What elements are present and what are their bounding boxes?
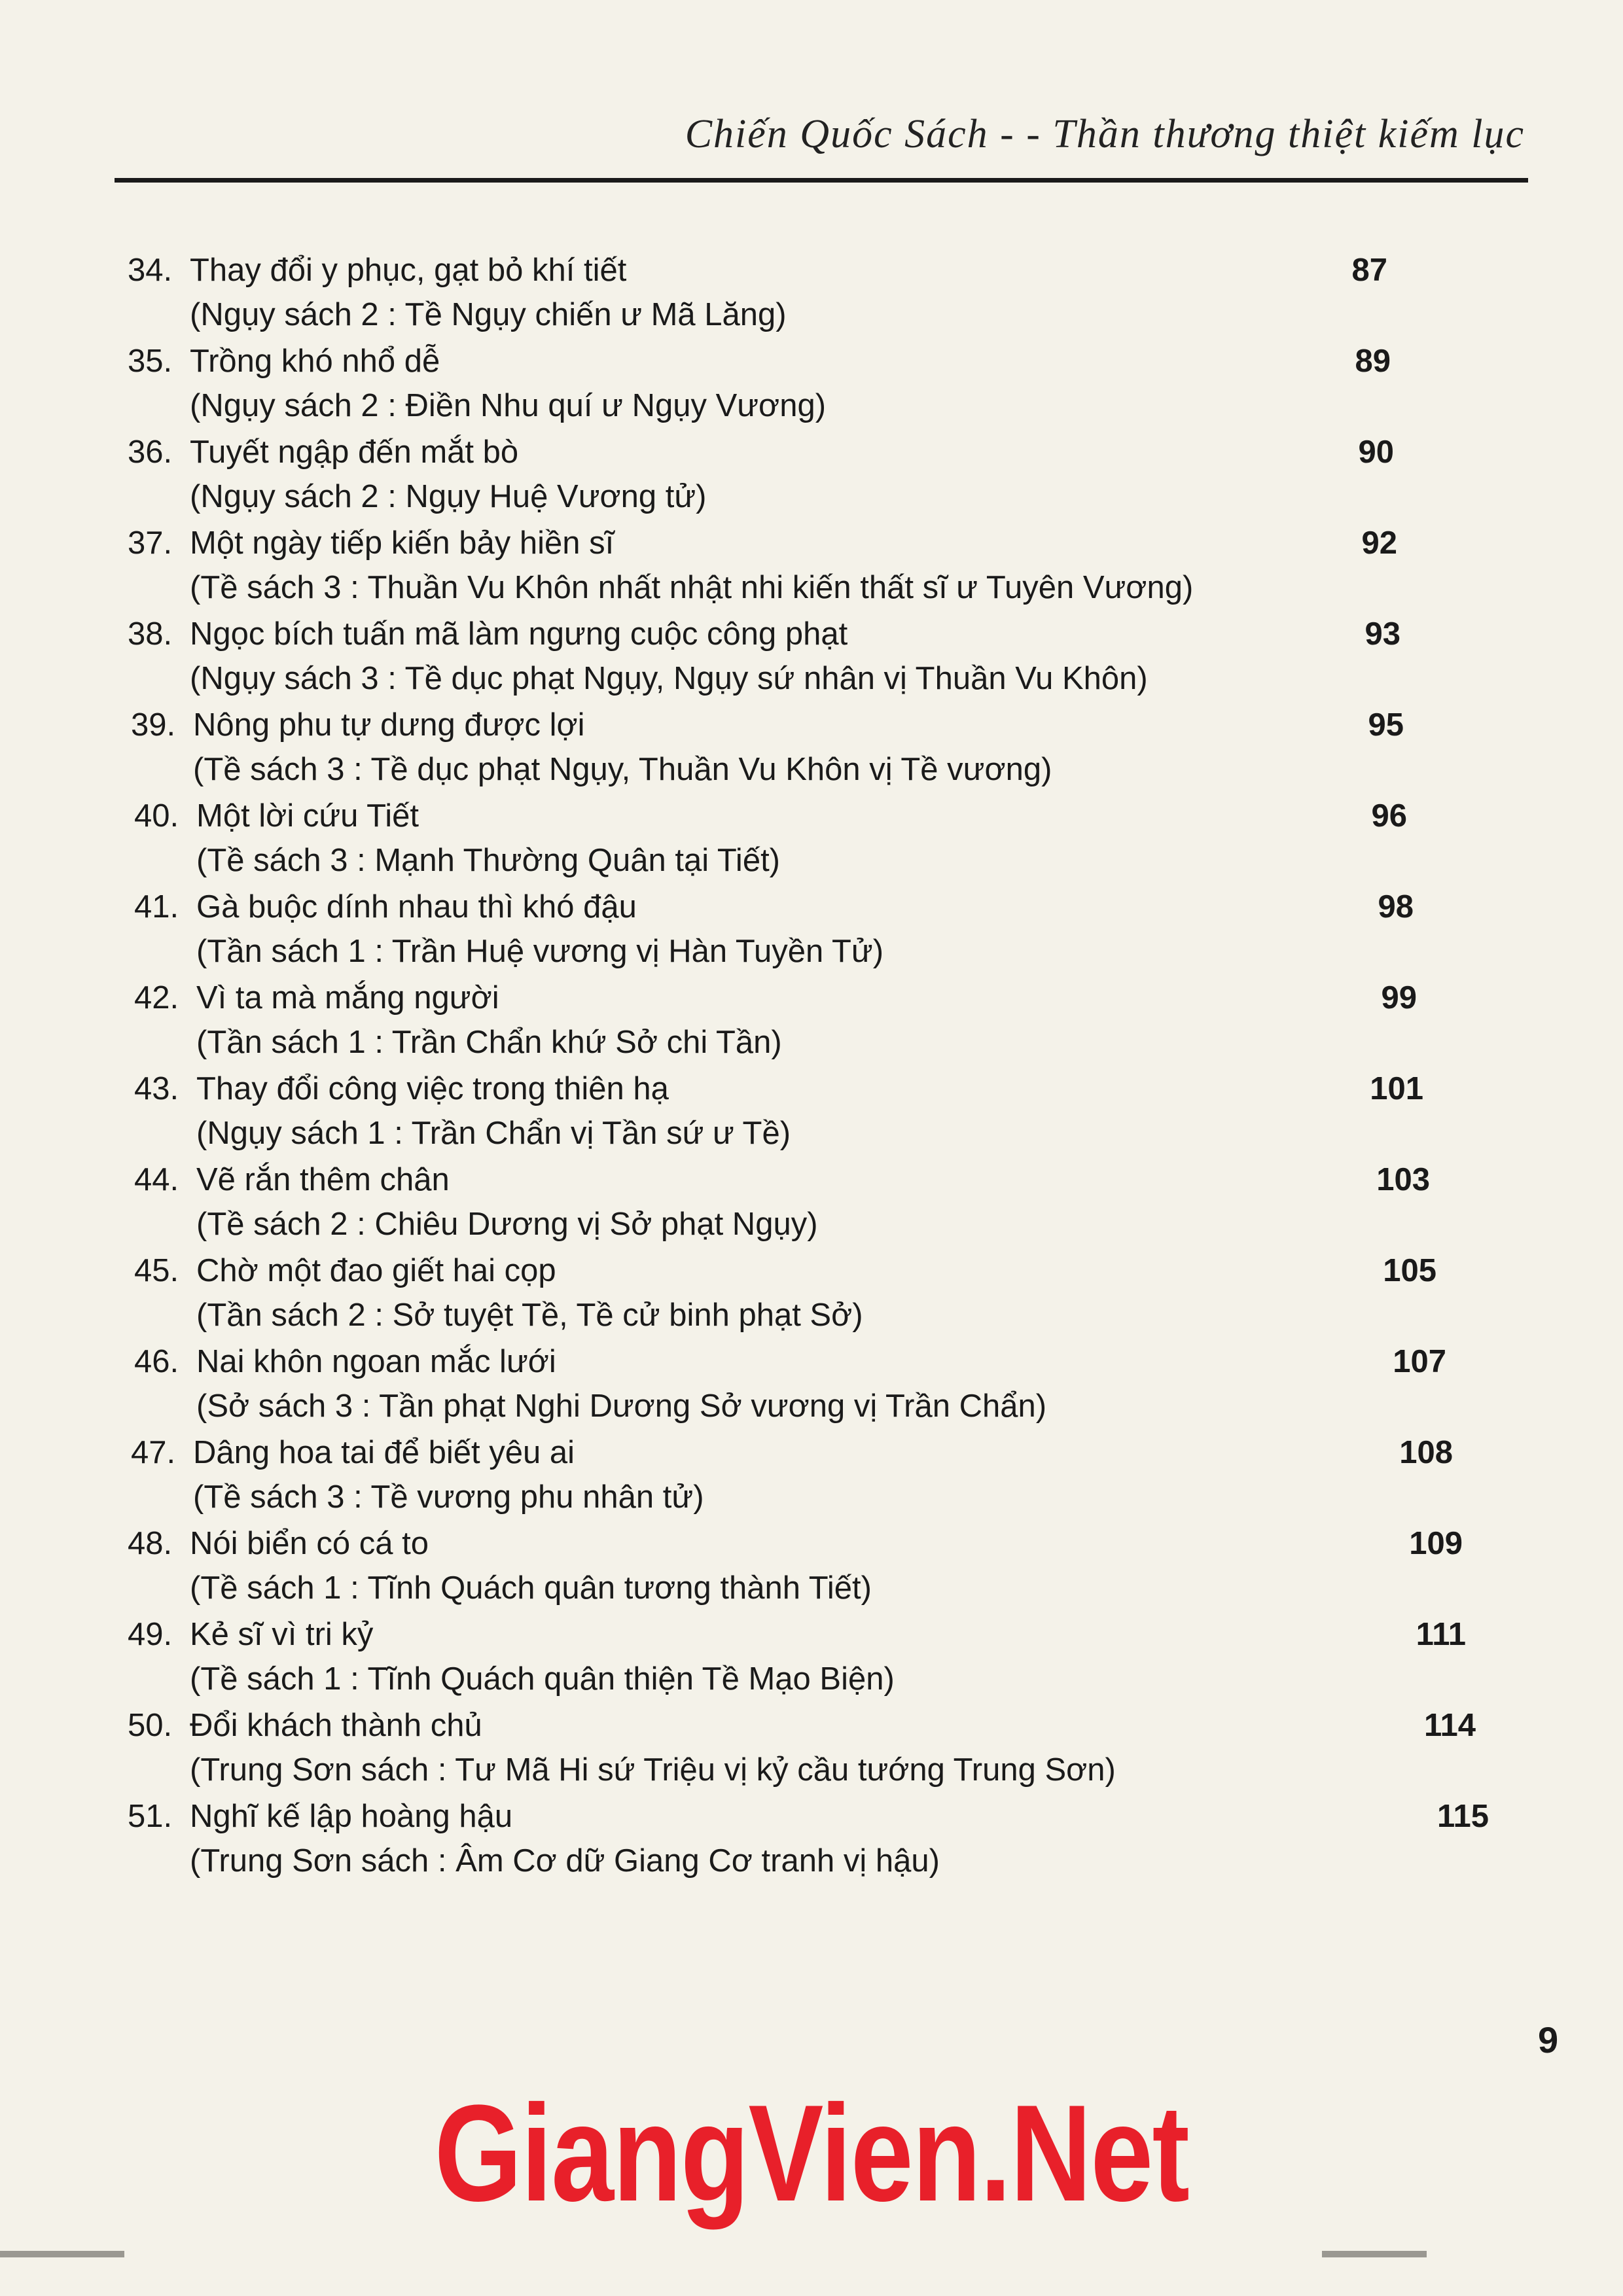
toc-entry xyxy=(134,1343,1623,1428)
scan-edge-mark-right xyxy=(1322,2251,1427,2257)
toc-entry-page: 99 xyxy=(1381,980,1417,1016)
toc-entry xyxy=(128,343,1620,428)
toc-entry-source: (Ngụy sách 3 : Tề dục phạt Ngụy, Ngụy sứ nhân vị Thuần Vu Khôn) xyxy=(190,661,1148,696)
toc-entry-source: (Tề sách 3 : Tề dục phạt Ngụy, Thuần Vu Khôn vị Tề vương) xyxy=(193,752,1052,787)
toc-entry xyxy=(128,1707,1620,1792)
toc-entry-title-line xyxy=(128,343,440,380)
toc-entry-title-line xyxy=(128,1525,429,1562)
toc-entry-number: 40. xyxy=(134,798,179,834)
toc-entry-page: 111 xyxy=(1416,1617,1466,1652)
toc-entry-page: 92 xyxy=(1361,525,1397,561)
toc-entry-title-line xyxy=(134,798,419,834)
toc-entry-title: Trồng khó nhổ dễ xyxy=(190,344,440,379)
toc-entry-number: 38. xyxy=(128,616,173,652)
toc-entry xyxy=(134,1070,1623,1156)
toc-entry-number: 44. xyxy=(134,1162,179,1197)
toc-entry-title: Nai khôn ngoan mắc lưới xyxy=(196,1344,556,1379)
toc-entry-title-line xyxy=(128,525,614,561)
toc-entry-number: 39. xyxy=(131,707,176,743)
toc-entry xyxy=(128,1798,1620,1883)
toc-entry-source: (Tề sách 2 : Chiêu Dương vị Sở phạt Ngụy) xyxy=(196,1207,818,1242)
toc-entry-title: Nông phu tự dưng được lợi xyxy=(193,707,585,743)
toc-entry xyxy=(134,1252,1623,1337)
watermark-logo: GiangVien.Net xyxy=(434,2076,1189,2230)
toc-entry-title-line xyxy=(134,889,637,925)
toc-entry-source: (Tần sách 2 : Sở tuyệt Tề, Tề cử binh phạt Sở) xyxy=(196,1298,863,1333)
toc-entry-title-line xyxy=(128,1707,482,1744)
toc-entry-page: 103 xyxy=(1376,1162,1430,1197)
toc-entry-page: 96 xyxy=(1371,798,1407,834)
toc-entry-title: Nói biển có cá to xyxy=(190,1526,429,1561)
toc-entry xyxy=(131,707,1623,792)
toc-entry-number: 34. xyxy=(128,253,173,288)
toc-entry-page: 115 xyxy=(1436,1799,1489,1834)
toc-entry-source: (Tề sách 3 : Tề vương phu nhân tử) xyxy=(193,1479,704,1515)
toc-entry-title-line xyxy=(128,252,626,289)
toc-entry-number: 42. xyxy=(134,980,179,1016)
toc-entry-source: (Tề sách 1 : Tĩnh Quách quân thiện Tề Mạo Biện) xyxy=(190,1661,895,1697)
toc-entry-page: 90 xyxy=(1358,434,1394,470)
header-rule xyxy=(115,178,1528,183)
toc-entry-title: Tuyết ngập đến mắt bò xyxy=(190,434,519,470)
toc-entry-source: (Ngụy sách 2 : Tề Ngụy chiến ư Mã Lăng) xyxy=(190,297,787,332)
toc-entry-title-line xyxy=(134,1070,669,1107)
toc-entry-number: 51. xyxy=(128,1799,173,1834)
toc-entry-title: Nghĩ kế lập hoàng hậu xyxy=(190,1799,513,1834)
toc-entry-page: 114 xyxy=(1423,1708,1476,1743)
toc-entry-title: Kẻ sĩ vì tri kỷ xyxy=(190,1617,374,1652)
toc-entry-page: 93 xyxy=(1364,616,1400,652)
toc-entry-title: Một lời cứu Tiết xyxy=(196,798,419,834)
toc-entry xyxy=(134,1161,1623,1246)
toc-entry-source: (Trung Sơn sách : Âm Cơ dữ Giang Cơ tranh vị hậu) xyxy=(190,1843,940,1879)
toc-entry-number: 46. xyxy=(134,1344,179,1379)
toc-entry xyxy=(128,252,1620,337)
toc-entry-title-line xyxy=(131,1434,575,1471)
toc-entry-title-line xyxy=(134,1252,556,1289)
toc-entry-title-line xyxy=(134,1161,450,1198)
toc-entry xyxy=(134,980,1623,1065)
toc-entry-page: 109 xyxy=(1409,1526,1463,1561)
toc-entry-number: 49. xyxy=(128,1617,173,1652)
toc-entry-number: 47. xyxy=(131,1435,176,1470)
toc-entry-page: 95 xyxy=(1368,707,1404,743)
toc-entry-title: Dâng hoa tai để biết yêu ai xyxy=(193,1435,575,1470)
toc-entry-page: 101 xyxy=(1370,1071,1423,1106)
toc-entry-title-line xyxy=(134,980,499,1016)
toc-entry-title: Vì ta mà mắng người xyxy=(196,980,499,1016)
toc-entry-page: 87 xyxy=(1351,253,1387,288)
toc-entry-page: 89 xyxy=(1355,344,1391,379)
toc-entry xyxy=(134,798,1623,883)
toc-entry-source: (Ngụy sách 1 : Trần Chẩn vị Tần sứ ư Tề) xyxy=(196,1116,791,1151)
toc-entry-title: Thay đổi y phục, gạt bỏ khí tiết xyxy=(190,253,627,288)
toc-entry-title-line xyxy=(128,434,518,470)
toc-entry-title: Đổi khách thành chủ xyxy=(190,1708,482,1743)
toc-entry-title-line xyxy=(128,1798,512,1835)
toc-entry xyxy=(128,1525,1620,1610)
toc-entry-number: 37. xyxy=(128,525,173,561)
toc-entry-title: Ngọc bích tuấn mã làm ngưng cuộc công phạt xyxy=(190,616,848,652)
running-header: Chiến Quốc Sách - - Thần thương thiệt kiếm lục xyxy=(685,112,1525,156)
toc-entry-number: 41. xyxy=(134,889,179,925)
toc-entry-source: (Tề sách 3 : Mạnh Thường Quân tại Tiết) xyxy=(196,843,781,878)
toc-entry-title: Thay đổi công việc trong thiên hạ xyxy=(196,1071,669,1106)
toc-entry-page: 108 xyxy=(1399,1435,1453,1470)
toc-entry xyxy=(128,616,1620,701)
toc-entry-source: (Tần sách 1 : Trần Chẩn khứ Sở chi Tần) xyxy=(196,1025,782,1060)
toc-entry-number: 36. xyxy=(128,434,173,470)
toc-entry-page: 105 xyxy=(1383,1253,1436,1288)
page-number: 9 xyxy=(1538,2019,1559,2060)
toc-entry xyxy=(128,1616,1620,1701)
toc-entry-title: Chờ một đao giết hai cọp xyxy=(196,1253,556,1288)
toc-entry-source: (Tề sách 3 : Thuần Vu Khôn nhất nhật nhi kiến thất sĩ ư Tuyên Vương) xyxy=(190,570,1194,605)
toc-entry-title: Một ngày tiếp kiến bảy hiền sĩ xyxy=(190,525,615,561)
toc-entry xyxy=(131,1434,1623,1519)
toc-entry-number: 35. xyxy=(128,344,173,379)
toc-entry-source: (Trung Sơn sách : Tư Mã Hi sứ Triệu vị kỷ cầu tướng Trung Sơn) xyxy=(190,1752,1116,1788)
toc-entry-title: Vẽ rắn thêm chân xyxy=(196,1162,450,1197)
toc-entry-page: 107 xyxy=(1393,1344,1446,1379)
toc-entry xyxy=(134,889,1623,974)
toc-entry-number: 50. xyxy=(128,1708,173,1743)
toc-entry-title-line xyxy=(128,616,847,652)
toc-entry-title-line xyxy=(134,1343,556,1380)
toc-entry-number: 45. xyxy=(134,1253,179,1288)
toc-entry xyxy=(128,434,1620,519)
toc-entry-number: 43. xyxy=(134,1071,179,1106)
toc-entry-number: 48. xyxy=(128,1526,173,1561)
toc-entry-title-line xyxy=(131,707,585,743)
toc-entry-source: (Tần sách 1 : Trần Huệ vương vị Hàn Tuyền Tử) xyxy=(196,934,884,969)
scan-edge-mark-left xyxy=(0,2251,124,2257)
toc-entry-title: Gà buộc dính nhau thì khó đậu xyxy=(196,889,637,925)
toc-entry-title-line xyxy=(128,1616,373,1653)
toc-entry-source: (Ngụy sách 2 : Điền Nhu quí ư Ngụy Vương) xyxy=(190,388,827,423)
toc-entry-source: (Tề sách 1 : Tĩnh Quách quân tương thành Tiết) xyxy=(190,1570,872,1606)
toc-entry-page: 98 xyxy=(1378,889,1414,925)
toc-entry-source: (Sở sách 3 : Tần phạt Nghi Dương Sở vương vị Trần Chẩn) xyxy=(196,1388,1047,1424)
toc-entry-source: (Ngụy sách 2 : Ngụy Huệ Vương tử) xyxy=(190,479,707,514)
toc-entry xyxy=(128,525,1620,610)
